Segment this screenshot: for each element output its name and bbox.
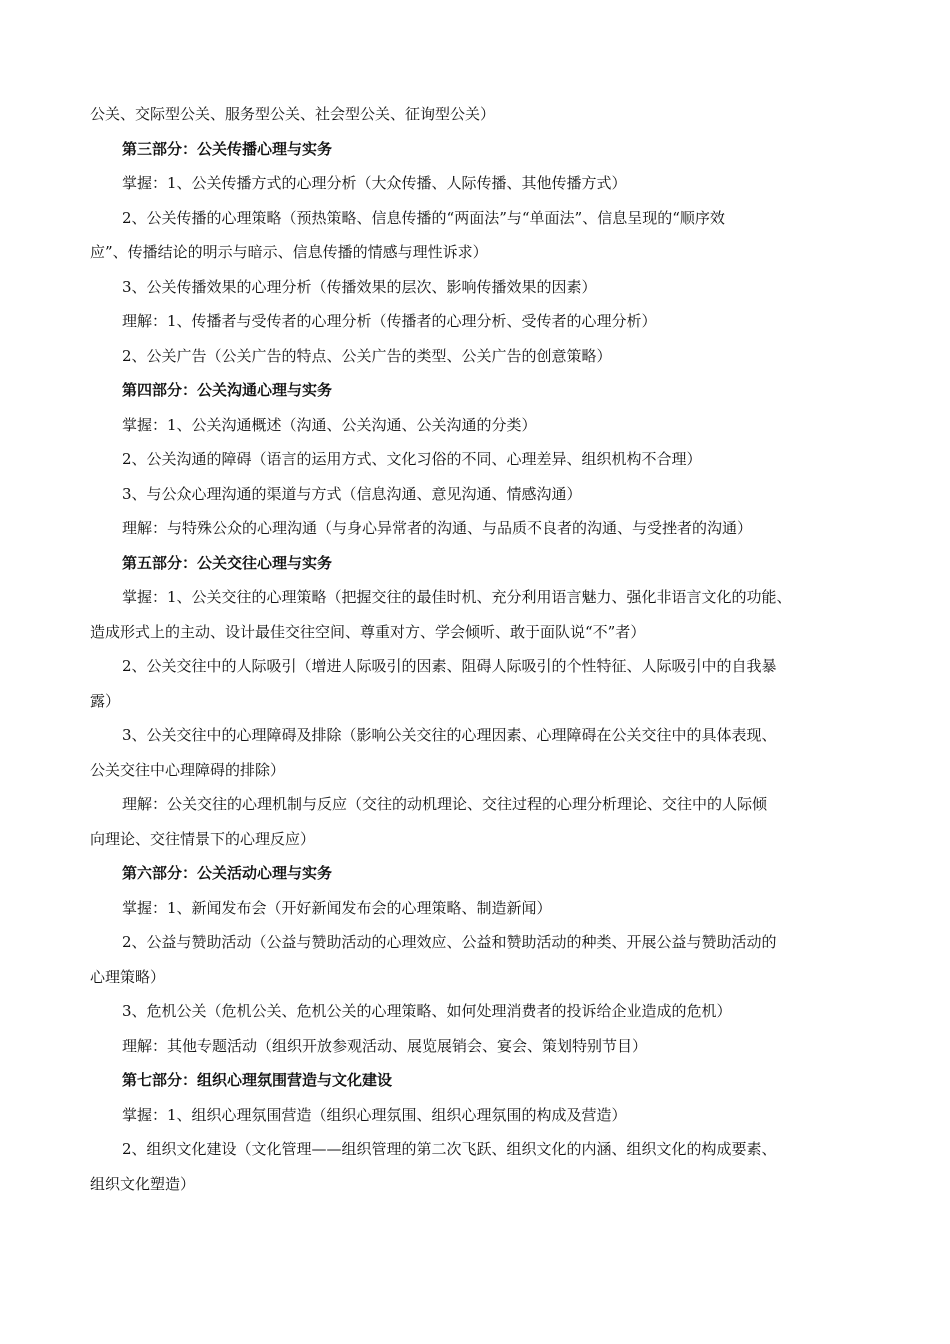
- paragraph-line: 3、与公众心理沟通的渠道与方式（信息沟通、意见沟通、情感沟通）: [122, 484, 582, 503]
- paragraph-line: 2、组织文化建设（文化管理——组织管理的第二次飞跃、组织文化的内涵、组织文化的构成要素、: [122, 1140, 777, 1158]
- paragraph-line: 公关、交际型公关、服务型公关、社会型公关、征询型公关）: [90, 105, 496, 123]
- paragraph-line: 3、公关传播效果的心理分析（传播效果的层次、影响传播效果的因素）: [122, 277, 597, 296]
- paragraph-line: 露）: [90, 691, 121, 710]
- paragraph-line: 公关交往中心理障碍的排除）: [90, 760, 286, 779]
- paragraph-line: 3、公关交往中的心理障碍及排除（影响公关交往的心理因素、心理障碍在公关交往中的具体表现、: [122, 726, 777, 744]
- paragraph-line: 理解：1、传播者与受传者的心理分析（传播者的心理分析、受传者的心理分析）: [122, 312, 657, 330]
- section-heading: 第五部分：公关交往心理与实务: [122, 553, 333, 572]
- section-heading: 第四部分：公关沟通心理与实务: [122, 381, 333, 399]
- paragraph-line: 心理策略）: [90, 967, 166, 986]
- section-heading: 第六部分：公关活动心理与实务: [122, 864, 333, 882]
- paragraph-line: 2、公关传播的心理策略（预热策略、信息传播的“两面法”与“单面法”、信息呈现的“顺序效: [122, 208, 725, 227]
- paragraph-line: 掌握：1、公关沟通概述（沟通、公关沟通、公关沟通的分类）: [122, 415, 537, 434]
- paragraph-line: 应”、传播结论的明示与暗示、信息传播的情感与理性诉求）: [90, 243, 488, 261]
- paragraph-line: 2、公关交往中的人际吸引（增进人际吸引的因素、阻碍人际吸引的个性特征、人际吸引中的自我暴: [122, 657, 777, 675]
- paragraph-line: 向理论、交往情景下的心理反应）: [90, 829, 316, 848]
- paragraph-line: 掌握：1、组织心理氛围营造（组织心理氛围、组织心理氛围的构成及营造）: [122, 1105, 627, 1124]
- paragraph-line: 组织文化塑造）: [90, 1174, 196, 1193]
- paragraph-line: 掌握：1、公关传播方式的心理分析（大众传播、人际传播、其他传播方式）: [122, 174, 627, 192]
- paragraph-line: 理解：公关交往的心理机制与反应（交往的动机理论、交往过程的心理分析理论、交往中的人际倾: [122, 795, 768, 813]
- paragraph-line: 2、公益与赞助活动（公益与赞助活动的心理效应、公益和赞助活动的种类、开展公益与赞助活动的: [122, 933, 777, 951]
- paragraph-line: 理解：其他专题活动（组织开放参观活动、展览展销会、宴会、策划特别节目）: [122, 1036, 648, 1055]
- document-body: [90, 97, 865, 1201]
- paragraph-line: 2、公关沟通的障碍（语言的运用方式、文化习俗的不同、心理差异、组织机构不合理）: [122, 450, 702, 468]
- paragraph-line: 2、公关广告（公关广告的特点、公关广告的类型、公关广告的创意策略）: [122, 346, 612, 365]
- paragraph-line: 3、危机公关（危机公关、危机公关的心理策略、如何处理消费者的投诉给企业造成的危机）: [122, 1002, 732, 1020]
- paragraph-line: 掌握：1、公关交往的心理策略（把握交往的最佳时机、充分利用语言魅力、强化非语言文化的功能、: [122, 588, 792, 606]
- paragraph-line: 理解：与特殊公众的心理沟通（与身心异常者的沟通、与品质不良者的沟通、与受挫者的沟通）: [122, 519, 753, 537]
- section-heading: 第三部分：公关传播心理与实务: [122, 139, 333, 158]
- paragraph-line: 造成形式上的主动、设计最佳交往空间、尊重对方、学会倾听、敢于面队说“不”者）: [90, 622, 646, 641]
- section-heading: 第七部分：组织心理氛围营造与文化建设: [122, 1071, 393, 1089]
- paragraph-line: 掌握：1、新闻发布会（开好新闻发布会的心理策略、制造新闻）: [122, 898, 552, 917]
